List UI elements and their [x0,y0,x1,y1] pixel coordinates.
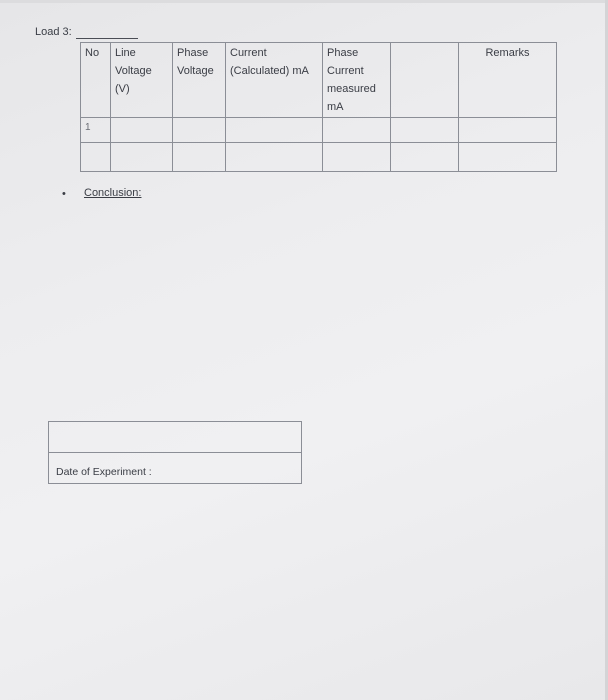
load-label: Load 3: [35,26,72,38]
header-remarks: Remarks [459,43,557,118]
date-of-experiment-label: Date of Experiment : [56,466,152,478]
page-top-edge [0,0,608,3]
row-no-cell [81,143,111,172]
bullet-point: • [62,188,66,200]
table-cell [459,118,557,143]
conclusion-label: Conclusion: [84,187,142,199]
table-cell [111,143,173,172]
header-current-calculated: Current (Calculated) mA [226,43,323,118]
table-cell [391,118,459,143]
date-box-divider [49,452,301,453]
header-phase-current-measured: Phase Current measured mA [323,43,391,118]
table-cell [323,143,391,172]
table-cell [391,143,459,172]
load-underline [76,38,138,39]
results-table [80,42,557,172]
header-line-voltage: Line Voltage (V) [111,43,173,118]
table-cell [226,143,323,172]
table-header-row [81,43,557,118]
table-cell [226,118,323,143]
header-blank [391,43,459,118]
table-cell [459,143,557,172]
header-no: No [81,43,111,118]
table-cell [323,118,391,143]
table-cell [173,143,226,172]
table-row [81,143,557,172]
header-phase-voltage: Phase Voltage [173,43,226,118]
table-cell [173,118,226,143]
table-cell [111,118,173,143]
date-box [48,421,302,484]
table-row [81,118,557,143]
row-no-cell: 1 [81,118,111,143]
